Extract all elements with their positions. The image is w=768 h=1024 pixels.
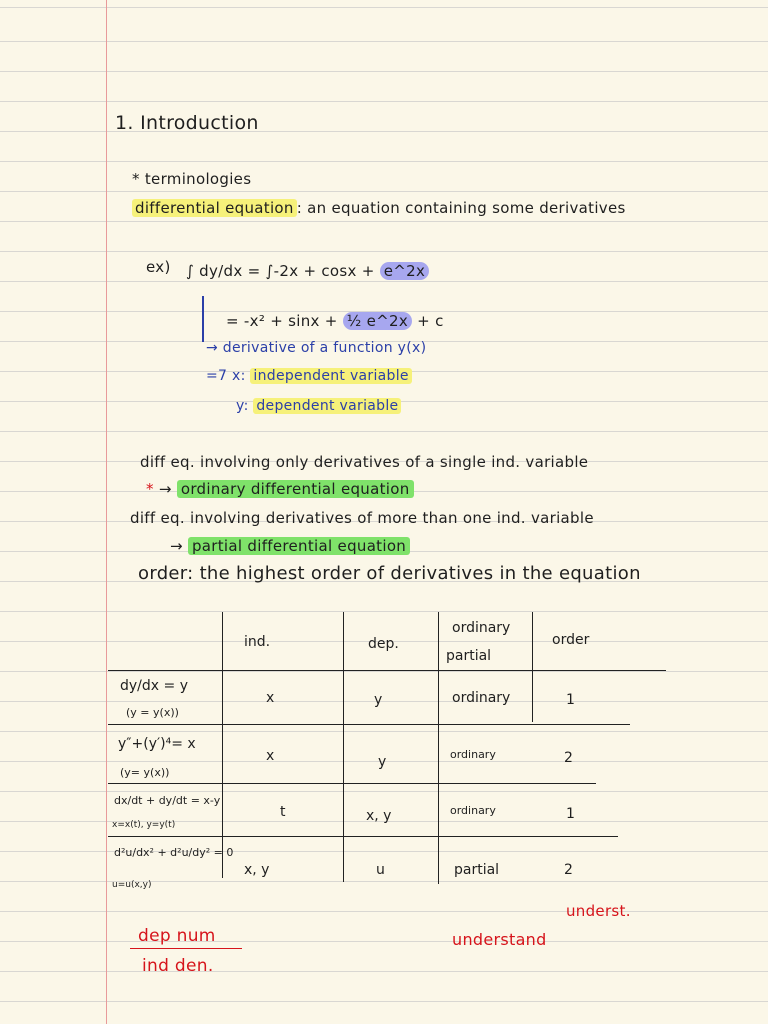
table-row-type: partial [454,862,500,878]
table-row-ind: x [266,690,275,706]
table-rule [108,670,666,671]
table-row-dep: x, y [366,808,392,824]
table-row-eq: dy/dx = y [120,678,188,694]
table-row-type: ordinary [450,804,496,817]
table-header-dep: dep. [368,636,399,652]
definition-term: differential equation [132,199,297,217]
note-understand: understand [452,930,547,949]
table-row-order: 2 [564,750,573,766]
table-row-sub: (y = y(x)) [126,706,179,719]
fraction-line [130,948,242,949]
table-header-order: order [552,632,590,648]
table-rule [108,783,596,784]
ode-term-line [146,480,414,498]
definition-text: : an equation containing some derivatives [296,199,626,217]
ode-term: ordinary differential equation [177,480,414,498]
table-header-type2: partial [446,648,492,664]
table-header-ind: ind. [244,634,271,650]
table-row-eq: dx/dt + dy/dt = x-y [114,794,221,807]
definition-line [132,199,626,217]
table-row-order: 2 [564,862,573,878]
table-row-ind: x, y [244,862,270,878]
table-row-sub: (y= y(x)) [120,766,170,779]
table-row-sub: x=x(t), y=y(t) [112,820,176,830]
x-definition [206,368,412,384]
pde-line: diff eq. involving derivatives of more than one ind. variable [130,509,594,527]
table-row-eq: d²u/dx² + d²u/dy² = 0 [114,846,234,859]
ode-star: * [146,480,154,498]
example-note-text: derivative of a function y(x) [222,340,427,356]
example-line1 [186,262,429,280]
table-divider [438,612,439,884]
margin-line [106,0,107,1024]
table-divider [343,612,344,882]
table-row-sub: u=u(x,y) [112,880,152,890]
example-line2-prefix: = -x² + sinx + [226,312,338,330]
y-definition [236,398,401,414]
terminology-heading: * terminologies [132,170,252,188]
note-underst: underst. [566,902,631,920]
table-row-eq: y″+(y′)⁴= x [118,736,196,752]
table-row-order: 1 [566,806,575,822]
x-definition-arrow: =7 [206,368,228,384]
y-desc: dependent variable [253,398,401,414]
table-row-dep: y [374,692,383,708]
x-desc: independent variable [250,368,411,384]
table-row-ind: x [266,748,275,764]
table-rule [108,724,630,725]
example-label: ex) [146,258,171,276]
page-title: 1. Introduction [115,112,259,134]
x-label: x: [232,368,246,384]
table-header-type1: ordinary [452,620,511,636]
table-row-ind: t [280,804,286,820]
y-label: y: [236,398,249,414]
table-row-order: 1 [566,692,575,708]
table-row-dep: y [378,754,387,770]
table-divider [532,612,533,722]
note-dep-num: dep num [138,926,216,946]
example-note: → derivative of a function y(x) [206,340,427,356]
table-divider [222,612,223,878]
ode-line: diff eq. involving only derivatives of a single ind. variable [140,453,589,471]
example-line1-prefix: ∫ dy/dx = ∫-2x + cosx + [186,262,375,280]
example-line2-suffix: + c [417,312,444,330]
pde-term-line [170,537,410,555]
pde-term: partial differential equation [188,537,410,555]
order-definition: order: the highest order of derivatives in the equation [138,563,641,584]
pde-arrow: → [170,537,183,555]
example-line1-highlight: e^2x [380,262,429,280]
ode-arrow: → [158,480,172,498]
example-bracket [202,296,204,342]
note-ind-den: ind den. [142,956,214,976]
table-rule [108,836,618,837]
example-line2-highlight: ½ e^2x [343,312,412,330]
table-row-dep: u [376,862,385,878]
table-row-type: ordinary [450,748,496,761]
table-row-type: ordinary [452,690,511,706]
example-line2 [226,312,444,330]
